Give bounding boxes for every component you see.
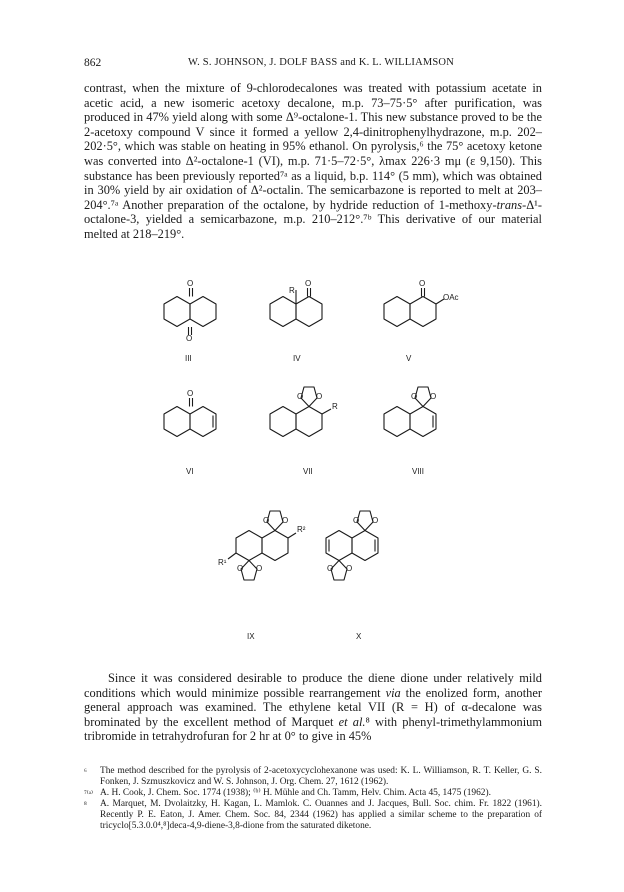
compound-label-ix: IX — [247, 632, 255, 641]
paragraph-2-text-c: ⁸ with phenyl-trimethylammonium tribromide in tetrahydrofuran for 2 hr at 0° to give in 45% — [84, 714, 542, 744]
atom-label-o: O — [187, 279, 194, 288]
page-number: 862 — [84, 57, 102, 69]
paragraph-2-italic-b: et al. — [338, 714, 366, 729]
footnote-text: A. Marquet, M. Dvolaitzky, H. Kagan, L. Mamlok. C. Ouannes and J. Jacques, Bull. Soc. chim. Fr. 1822 (1961). Recently P. E. Eaton, J. Amer. Chem. Soc. 84, 2344 (1962) has applied a similar scheme to the preparation of tricyclo[5.3.0.0⁴,⁸]deca-4,9-diene-3,8-dione from the saturated diketone. — [100, 799, 542, 832]
footnote-mark: ⁷⁽ᵃ⁾ — [84, 789, 93, 799]
atom-label-o: O — [297, 392, 304, 401]
atom-label-r: R — [289, 286, 295, 295]
chemical-structures-figure — [150, 272, 470, 644]
atom-label-o: O — [353, 516, 360, 525]
atom-label-o: O — [346, 564, 353, 573]
atom-label-o: O — [316, 392, 323, 401]
footnote-mark: ⁶ — [84, 767, 87, 776]
structures-drawing — [150, 272, 470, 644]
paragraph-1 — [84, 81, 542, 242]
footnote-text: The method described for the pyrolysis of 2-acetoxycyclohexanone was used: K. L. Williamson, R. T. Keller, G. S. Fonken, J. Szmuszkovicz and W. S. Johnson, J. Org. Chem. 27, 1612 (1962). — [100, 766, 542, 788]
compound-label-vii: VII — [303, 467, 313, 476]
atom-label-o: O — [327, 564, 334, 573]
atom-label-o: O — [305, 279, 312, 288]
paragraph-1-text-a: contrast, when the mixture of 9-chlorodecalones was treated with potassium acetate in acetic acid, a new isomeric acetoxy decalone, m.p. 73–75·5° after purification, was produced in 47% yield along with some Δ⁹-octalone-1. This new substance proved to be the 2-acetoxy compound V since it formed a yellow 2,4-dinitrophenylhydrazone, m.p. 202–202·5°, which was stable on heating in 95% ethanol. On pyrolysis,⁶ the 75° acetoxy ketone was converted into Δ²-octalone-1 (VI), m.p. 71·5–72·5°, λmax 226·3 mμ (ε 9,150). This substance has been previously reported⁷ᵃ as a liquid, b.p. 114° (5 mm), which was obtained in 30% yield by air oxidation of Δ²-octalin. The semicarbazone is reported to melt at 203–204°.⁷ᵃ Another preparation of the octalone, by hydride reduction of 1-methoxy- — [84, 81, 542, 212]
compound-label-iv: IV — [293, 354, 301, 363]
paragraph-2-italic-a: via — [385, 685, 401, 700]
compound-label-v: V — [406, 354, 412, 363]
paragraph-2-text-a: Since it was considered desirable to produce the diene dione under relatively mild conditions which would minimize possible rearrangement — [84, 671, 542, 700]
paragraph-1-italic: trans — [496, 197, 523, 212]
atom-label-o: O — [237, 564, 244, 573]
compound-III-drawing — [164, 288, 216, 335]
footnotes — [84, 766, 542, 833]
atom-label-o: O — [263, 516, 270, 525]
compound-IV-drawing — [270, 288, 322, 327]
compound-VIII-drawing — [384, 387, 436, 437]
compound-label-vi: VI — [186, 467, 194, 476]
atom-label-o: O — [372, 516, 379, 525]
atom-label-o: O — [430, 392, 437, 401]
atom-label-o: O — [186, 334, 193, 343]
atom-label-oac: OAc — [443, 293, 459, 302]
atom-label-o: O — [411, 392, 418, 401]
compound-VI-drawing — [164, 398, 216, 437]
compound-label-viii: VIII — [412, 467, 425, 476]
paragraph-2-text-b: the enolized form, another general approach was examined. The ethylene ketal VII (R = H) of α-decalone was brominated by the excellent method of Marquet — [84, 685, 542, 729]
atom-label-r2: R² — [297, 525, 306, 534]
page-header — [84, 57, 544, 73]
footnote — [84, 799, 542, 832]
atom-label-o: O — [282, 516, 289, 525]
paragraph-1-text-b: -Δ¹-octalone-3, yielded a semicarbazone, m.p. 210–212°.⁷ᵇ This derivative of our material melted at 218–219°. — [84, 197, 542, 241]
footnote-text: A. H. Cook, J. Chem. Soc. 1774 (1938); ⁽ᵇ⁾ H. Mühle and Ch. Tamm, Helv. Chim. Acta 45, 1475 (1962). — [100, 788, 491, 799]
footnote — [84, 766, 542, 788]
footnote — [84, 788, 542, 799]
atom-label-o: O — [256, 564, 263, 573]
footnote-mark: ⁸ — [84, 800, 87, 810]
atom-label-o: O — [419, 279, 426, 288]
compound-label-iii: III — [185, 354, 192, 363]
running-head: W. S. JOHNSON, J. DOLF BASS and K. L. WILLIAMSON — [188, 57, 454, 68]
compound-V-drawing — [384, 288, 444, 327]
atom-label-r1: R¹ — [218, 558, 227, 567]
paragraph-2 — [84, 671, 542, 744]
atom-label-o: O — [187, 389, 194, 398]
atom-label-r: R — [332, 402, 338, 411]
compound-label-x: X — [356, 632, 362, 641]
